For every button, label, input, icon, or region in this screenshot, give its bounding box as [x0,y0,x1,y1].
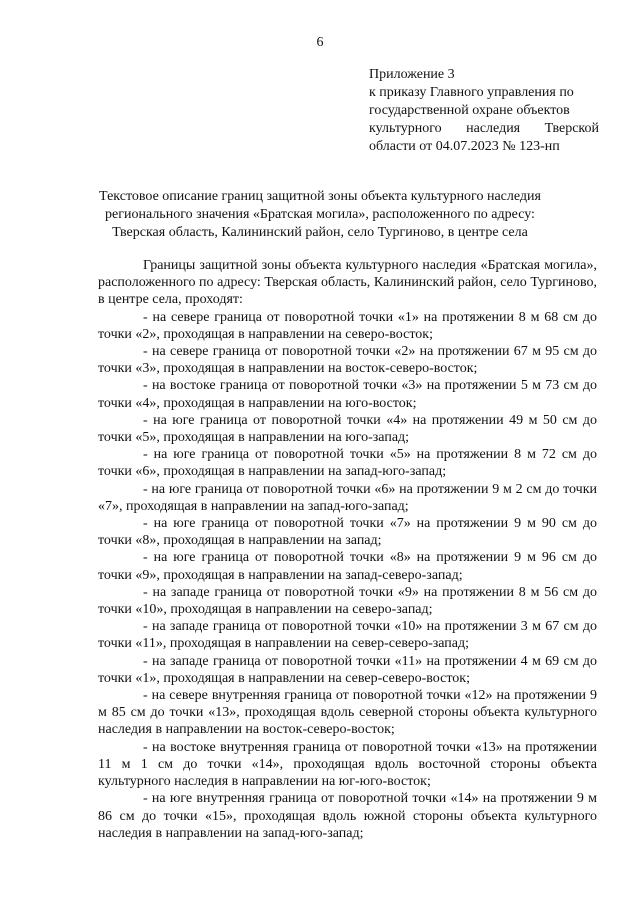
appendix-line-1: Приложение 3 [369,67,455,82]
boundary-item: - на юге граница от поворотной точки «4» на протяжении 49 м 50 см до точки «5», проходящая в направлении на юго-запад; [98,412,597,446]
boundary-item: - на западе граница от поворотной точки «10» на протяжении 3 м 67 см до точки «11», проходящая в направлении на север-северо-запад; [98,619,597,652]
appendix-line-5: области от 04.07.2023 № 123-нп [369,139,560,154]
boundary-item: - на западе граница от поворотной точки «9» на протяжении 8 м 56 см до точки «10», проходящая в направлении на северо-запад; [98,584,597,618]
appendix-header [369,66,599,156]
boundary-item: - на севере граница от поворотной точки «1» на протяжении 8 м 68 см до точки «2», проходящая в направлении на северо-восток; [98,309,597,342]
boundary-item: - на севере граница от поворотной точки «2» на протяжении 67 м 95 см до точки «3», проходящая в направлении на восток-северо-восток; [98,344,597,377]
intro-paragraph: Границы защитной зоны объекта культурного наследия «Братская могила», расположенного по адресу: Тверская область, Калининский район, село Тургиново, в центре села, проходят: [98,258,597,308]
title-line-2: регионального значения «Братская могила», расположенного по адресу: [105,207,535,222]
boundary-item: - на западе граница от поворотной точки «11» на протяжении 4 м 69 см до точки «1», проходящая в направлении на север-северо-восток; [98,653,597,686]
boundary-item: - на востоке внутренняя граница от поворотной точки «13» на протяжении 11 м 1 см до точки «14», проходящая вдоль восточной стороны объекта культурного наследия в направлении на юг-юго-восток; [98,739,597,790]
boundary-item: - на севере внутренняя граница от поворотной точки «12» на протяжении 9 м 85 см до точки «13», проходящая вдоль северной стороны объекта культурного наследия в направлении на восток-северо-восток; [98,688,597,738]
appendix-line-2: к приказу Главного управления по [369,85,574,100]
document-body [98,257,597,842]
appendix-line-3: государственной охране объектов [369,103,570,118]
title-line-3: Тверская область, Калининский район, село Тургиново, в центре села [112,225,528,240]
page-number: 6 [316,35,324,50]
title-line-1: Текстовое описание границ защитной зоны объекта культурного наследия [99,189,541,204]
document-title [0,188,640,242]
boundary-item: - на востоке граница от поворотной точки «3» на протяжении 5 м 73 см до точки «4», проходящая в направлении на юго-восток; [98,378,597,411]
boundary-item: - на юге граница от поворотной точки «5» на протяжении 8 м 72 см до точки «6», проходящая в направлении на запад-юго-запад; [98,447,597,480]
appendix-line-4: культурного наследия Тверской [369,121,599,136]
boundary-item: - на юге граница от поворотной точки «7» на протяжении 9 м 90 см до точки «8», проходящая в направлении на запад; [98,516,597,549]
boundary-item: - на юге граница от поворотной точки «6» на протяжении 9 м 2 см до точки «7», проходящая в направлении на запад-юго-запад; [98,481,597,514]
boundary-item: - на юге внутренняя граница от поворотной точки «14» на протяжении 9 м 86 см до точки «15», проходящая вдоль южной стороны объекта культурного наследия в направлении на запад-юго-запад; [98,791,597,841]
boundary-item: - на юге граница от поворотной точки «8» на протяжении 9 м 96 см до точки «9», проходящая в направлении на запад-северо-запад; [98,550,597,583]
